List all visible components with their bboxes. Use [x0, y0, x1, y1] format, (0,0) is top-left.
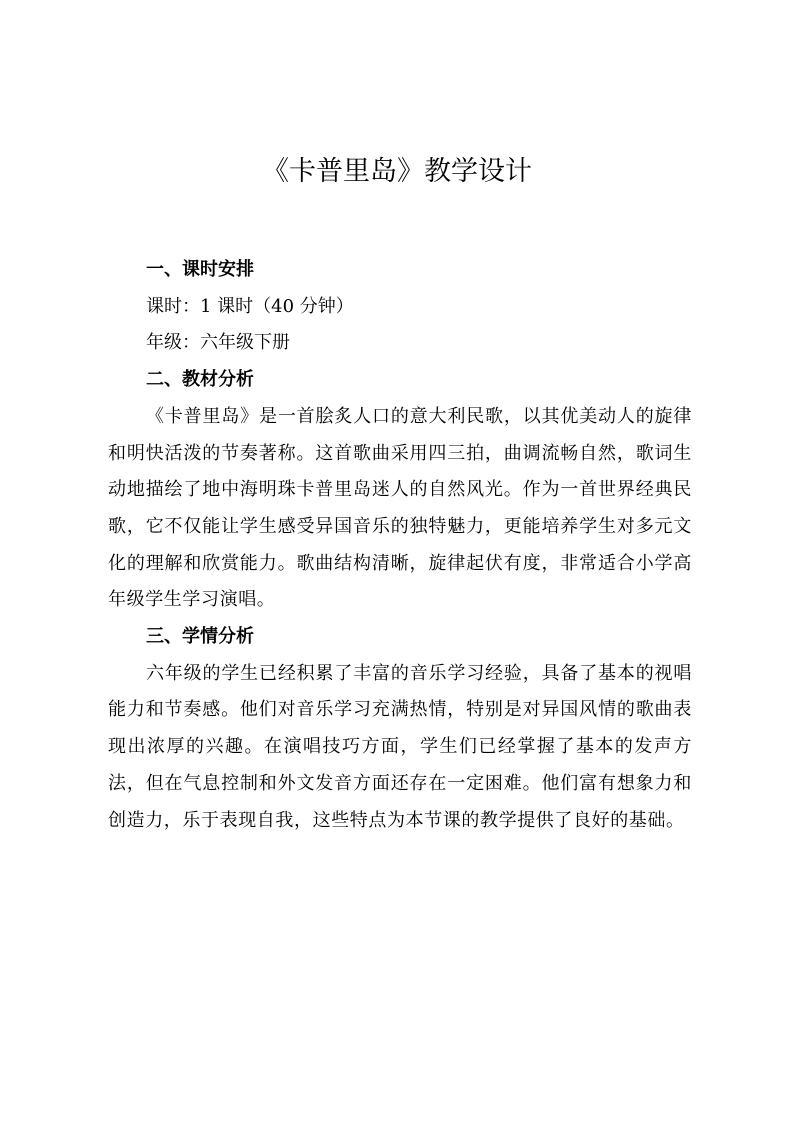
document-title: 《卡普里岛》教学设计: [262, 156, 532, 187]
textbook-analysis-paragraph: 《卡普里岛》是一首脍炙人口的意大利民歌，以其优美动人的旋律和明快活泼的节奏著称。这首歌曲采用四三拍，曲调流畅自然，歌词生动地描绘了地中海明珠卡普里岛迷人的自然风光。作为一首世界经典民歌，它不仅能让学生感受异国音乐的独特魅力，更能培养学生对多元文化的理解和欣赏能力。歌曲结构清晰，旋律起伏有度，非常适合小学高年级学生学习演唱。: [108, 405, 692, 611]
section-heading-textbook: 二、教材分析: [146, 369, 254, 391]
section-students: [108, 619, 692, 839]
section-heading-students: 三、学情分析: [146, 626, 254, 648]
class-period-text: 课时：1 课时（40 分钟）: [146, 295, 354, 317]
section-textbook: [108, 362, 692, 619]
section-schedule: [108, 252, 692, 362]
student-analysis-paragraph: 六年级的学生已经积累了丰富的音乐学习经验，具备了基本的视唱能力和节奏感。他们对音乐学习充满热情，特别是对异国风情的歌曲表现出浓厚的兴趣。在演唱技巧方面，学生们已经掌握了基本的发声方法，但在气息控制和外文发音方面还存在一定困难。他们富有想象力和创造力，乐于表现自我，这些特点为本节课的教学提供了良好的基础。: [108, 662, 692, 831]
grade-text: 年级：六年级下册: [146, 332, 290, 354]
document-body: [108, 252, 692, 839]
section-heading-schedule: 一、课时安排: [146, 259, 254, 280]
